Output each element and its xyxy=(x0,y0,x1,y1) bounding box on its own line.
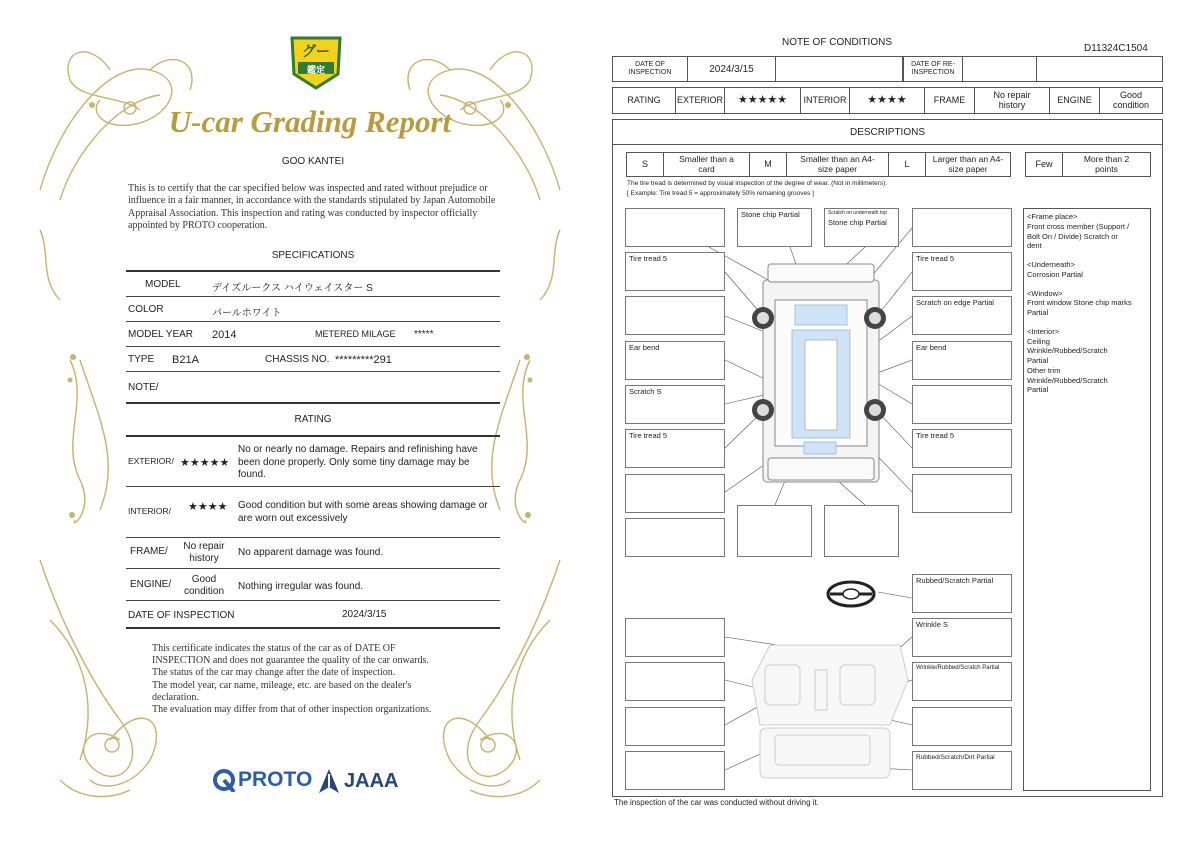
note-underneath xyxy=(824,208,899,247)
chassis-label: CHASSIS NO. xyxy=(265,354,330,365)
proto-logo xyxy=(212,768,312,792)
divider xyxy=(126,321,500,322)
desc-line: <Interior> xyxy=(1027,326,1060,336)
model-year-label: MODEL YEAR xyxy=(128,329,194,340)
desc-line: Front cross member (Support / xyxy=(1027,221,1130,231)
desc-line: Partial xyxy=(1027,356,1049,365)
desc-line: dent xyxy=(1027,241,1042,251)
size-s-label: S xyxy=(627,153,664,176)
model-label: MODEL xyxy=(145,279,181,290)
tire-note-1: The tire tread is determined by visual inspection of the degree of wear. (Not in millimeters). xyxy=(627,180,888,187)
desc-line: Wrinkle/Rubbed/Scratch xyxy=(1027,375,1108,385)
size-l-desc: Larger than an A4-size paper xyxy=(932,154,1004,174)
size-m-desc: Smaller than an A4-size paper xyxy=(787,153,889,176)
empty-note-box xyxy=(625,474,725,513)
date-of-inspection-label: DATE OF INSPECTION xyxy=(128,610,235,621)
certify-text: This is to certify that the car specified below was inspected and rated without prejudice or influence in a fair manner, in accordance with the standards stipulated by Japan Automobile Appraisal Association. This inspection and rating was conducted by inspector officially appointed by PROTO cooperation. xyxy=(128,183,496,232)
footer-line: INSPECTION and does not guarantee the quality of the car onwards. xyxy=(152,655,429,667)
proto-logo-icon xyxy=(212,768,236,792)
jaaa-logo xyxy=(318,768,398,794)
size-s-desc: Smaller than a card xyxy=(664,153,750,176)
goo-kantei-badge xyxy=(288,32,344,92)
empty-note-box xyxy=(912,474,1012,513)
few-desc: More than 2 points xyxy=(1083,154,1130,174)
interior-description: Good condition but with some areas showing damage or are worn out excessively xyxy=(238,500,488,524)
size-l-label: L xyxy=(889,153,926,176)
divider xyxy=(126,627,500,629)
color-label: COLOR xyxy=(128,304,164,315)
divider xyxy=(126,270,500,272)
note-tire-rear-left: Tire tread 5 xyxy=(625,429,725,468)
divider xyxy=(126,486,500,487)
frame-value: No repair history xyxy=(183,541,225,564)
empty-note-box xyxy=(824,505,899,557)
report-title: U-car Grading Report xyxy=(168,104,452,139)
frame-value: No repair history xyxy=(975,88,1050,113)
model-value: デイズルークス ハイウェイスター S xyxy=(212,283,373,294)
footer-line: The evaluation may differ from that of other inspection organizations. xyxy=(152,704,432,716)
model-year-value: 2014 xyxy=(212,329,237,341)
steering-wheel-icon xyxy=(828,582,874,606)
reinspection-value xyxy=(963,57,1037,81)
type-label: TYPE xyxy=(128,354,155,365)
reinspection-label: DATE OF RE-INSPECTION xyxy=(903,57,963,81)
empty-note-box xyxy=(912,208,1012,247)
description-list xyxy=(1023,208,1151,791)
empty-note-box xyxy=(625,707,725,746)
date-empty-cell xyxy=(776,57,903,81)
note-wrinkle-s: Wrinkle S xyxy=(912,618,1012,657)
footer-line: The status of the car may change after the date of inspection. xyxy=(152,667,396,679)
descriptions-title: DESCRIPTIONS xyxy=(849,127,925,138)
empty-note-box xyxy=(625,662,725,701)
note-rubbed-dirt: Rubbed/Scratch/Dirt Partial xyxy=(912,751,1012,790)
mileage-value: ***** xyxy=(414,329,434,340)
note-ear-bend-right: Ear bend xyxy=(912,341,1012,380)
frame-label: FRAME xyxy=(925,88,975,113)
footer-line: declaration. xyxy=(152,691,199,703)
desc-line: <Underneath> xyxy=(1027,260,1075,269)
exterior-stars: ★★★★★ xyxy=(725,88,801,113)
note-wrinkle-rubbed: Wrinkle/Rubbed/Scratch Partial xyxy=(912,662,1012,701)
interior-stars: ★★★★ xyxy=(188,501,228,513)
rating-title: RATING xyxy=(294,414,332,425)
engine-label: ENGINE xyxy=(1050,88,1100,113)
desc-line: Partial xyxy=(1027,308,1049,317)
desc-line: Front window Stone chip marks xyxy=(1027,298,1132,308)
frame-label: FRAME/ xyxy=(130,546,168,557)
date-of-inspection-label: DATE OF INSPECTION xyxy=(613,57,688,81)
divider xyxy=(126,435,500,437)
exterior-label: EXTERIOR xyxy=(676,88,725,113)
engine-description: Nothing irregular was found. xyxy=(238,581,364,592)
empty-note-box xyxy=(912,707,1012,746)
desc-line: Partial xyxy=(1027,385,1049,395)
badge-top-text: グー xyxy=(302,43,330,59)
empty-note-box xyxy=(625,518,725,557)
desc-line: Bolt On / Divide) Scratch or xyxy=(1027,231,1118,241)
report-subtitle: GOO KANTEI xyxy=(281,156,345,167)
inspection-footer: The inspection of the car was conducted without driving it. xyxy=(614,798,819,807)
exterior-stars: ★★★★★ xyxy=(180,457,230,469)
empty-note-box xyxy=(625,208,725,247)
jaaa-logo-icon xyxy=(318,768,340,794)
desc-line: <Frame place> xyxy=(1027,212,1078,221)
badge-bottom-text: 鑑定 xyxy=(306,65,325,75)
note-scratch-edge: Scratch on edge Partial xyxy=(912,296,1012,335)
few-legend xyxy=(1025,152,1151,177)
note-tire-rear-right: Tire tread 5 xyxy=(912,429,1012,468)
note-scratch-s: Scratch S xyxy=(625,385,725,424)
interior-stars: ★★★★ xyxy=(850,88,925,113)
divider xyxy=(126,346,500,347)
exterior-label: EXTERIOR/ xyxy=(128,456,174,466)
type-value: B21A xyxy=(172,354,199,366)
empty-note-box xyxy=(625,618,725,657)
specifications-title: SPECIFICATIONS xyxy=(271,250,355,261)
interior-label: INTERIOR xyxy=(801,88,850,113)
color-value: パールホワイト xyxy=(212,308,282,319)
date-row xyxy=(612,56,1163,82)
note-underneath-small: Scratch on underneath top xyxy=(828,210,887,216)
rating-row xyxy=(612,87,1163,114)
desc-line: Other trim xyxy=(1027,365,1061,375)
empty-note-box xyxy=(625,751,725,790)
empty-note-box xyxy=(737,505,812,557)
empty-note-box xyxy=(912,385,1012,424)
divider xyxy=(126,537,500,538)
divider xyxy=(613,144,1162,145)
interior-label: INTERIOR/ xyxy=(128,506,171,516)
jaaa-logo-text: JAAA xyxy=(344,769,399,792)
engine-label: ENGINE/ xyxy=(130,579,172,590)
engine-value: Good condition xyxy=(183,574,225,597)
date-of-inspection-value: 2024/3/15 xyxy=(342,609,387,620)
tire-note-2: [ Example: Tire tread 5 = approximately 50% remaining grooves ] xyxy=(627,190,814,197)
divider xyxy=(126,371,500,372)
note-title: NOTE OF CONDITIONS xyxy=(782,37,892,48)
desc-line: <Window> xyxy=(1027,288,1063,298)
divider xyxy=(126,402,500,404)
few-label: Few xyxy=(1026,153,1063,176)
empty-note-box xyxy=(625,296,725,335)
chassis-value: *********291 xyxy=(335,354,392,366)
date-of-inspection-value: 2024/3/15 xyxy=(688,57,776,81)
exterior-description: No or nearly no damage. Repairs and refinishing have been done properly. Only some tiny damage may be found. xyxy=(238,444,478,480)
note-steering-rubbed: Rubbed/Scratch Partial xyxy=(912,574,1012,613)
rating-label: RATING xyxy=(613,88,676,113)
document-id: D11324C1504 xyxy=(1084,43,1148,54)
proto-logo-text: PROTO xyxy=(238,768,313,791)
note-ear-bend-left: Ear bend xyxy=(625,341,725,380)
divider xyxy=(126,568,500,569)
size-legend xyxy=(626,152,1011,177)
divider xyxy=(126,600,500,601)
footer-line: The model year, car name, mileage, etc. are based on the dealer's xyxy=(152,679,412,691)
mileage-label: METERED MILAGE xyxy=(315,329,396,339)
frame-description: No apparent damage was found. xyxy=(238,547,384,558)
desc-line: Corrosion Partial xyxy=(1027,269,1083,279)
note-tire-front-right: Tire tread 5 xyxy=(912,252,1012,291)
footer-line: This certificate indicates the status of the car as of DATE OF xyxy=(152,643,396,654)
size-m-label: M xyxy=(750,153,787,176)
note-underneath-text: Stone chip Partial xyxy=(828,217,887,227)
certificate-footer xyxy=(152,643,482,716)
desc-line: Ceiling xyxy=(1027,336,1050,346)
note-label: NOTE/ xyxy=(128,382,159,393)
divider xyxy=(126,296,500,297)
desc-line: Wrinkle/Rubbed/Scratch xyxy=(1027,346,1108,356)
note-stone-chip: Stone chip Partial xyxy=(737,208,812,247)
note-tire-front-left: Tire tread 5 xyxy=(625,252,725,291)
engine-value: Good condition xyxy=(1112,89,1150,110)
